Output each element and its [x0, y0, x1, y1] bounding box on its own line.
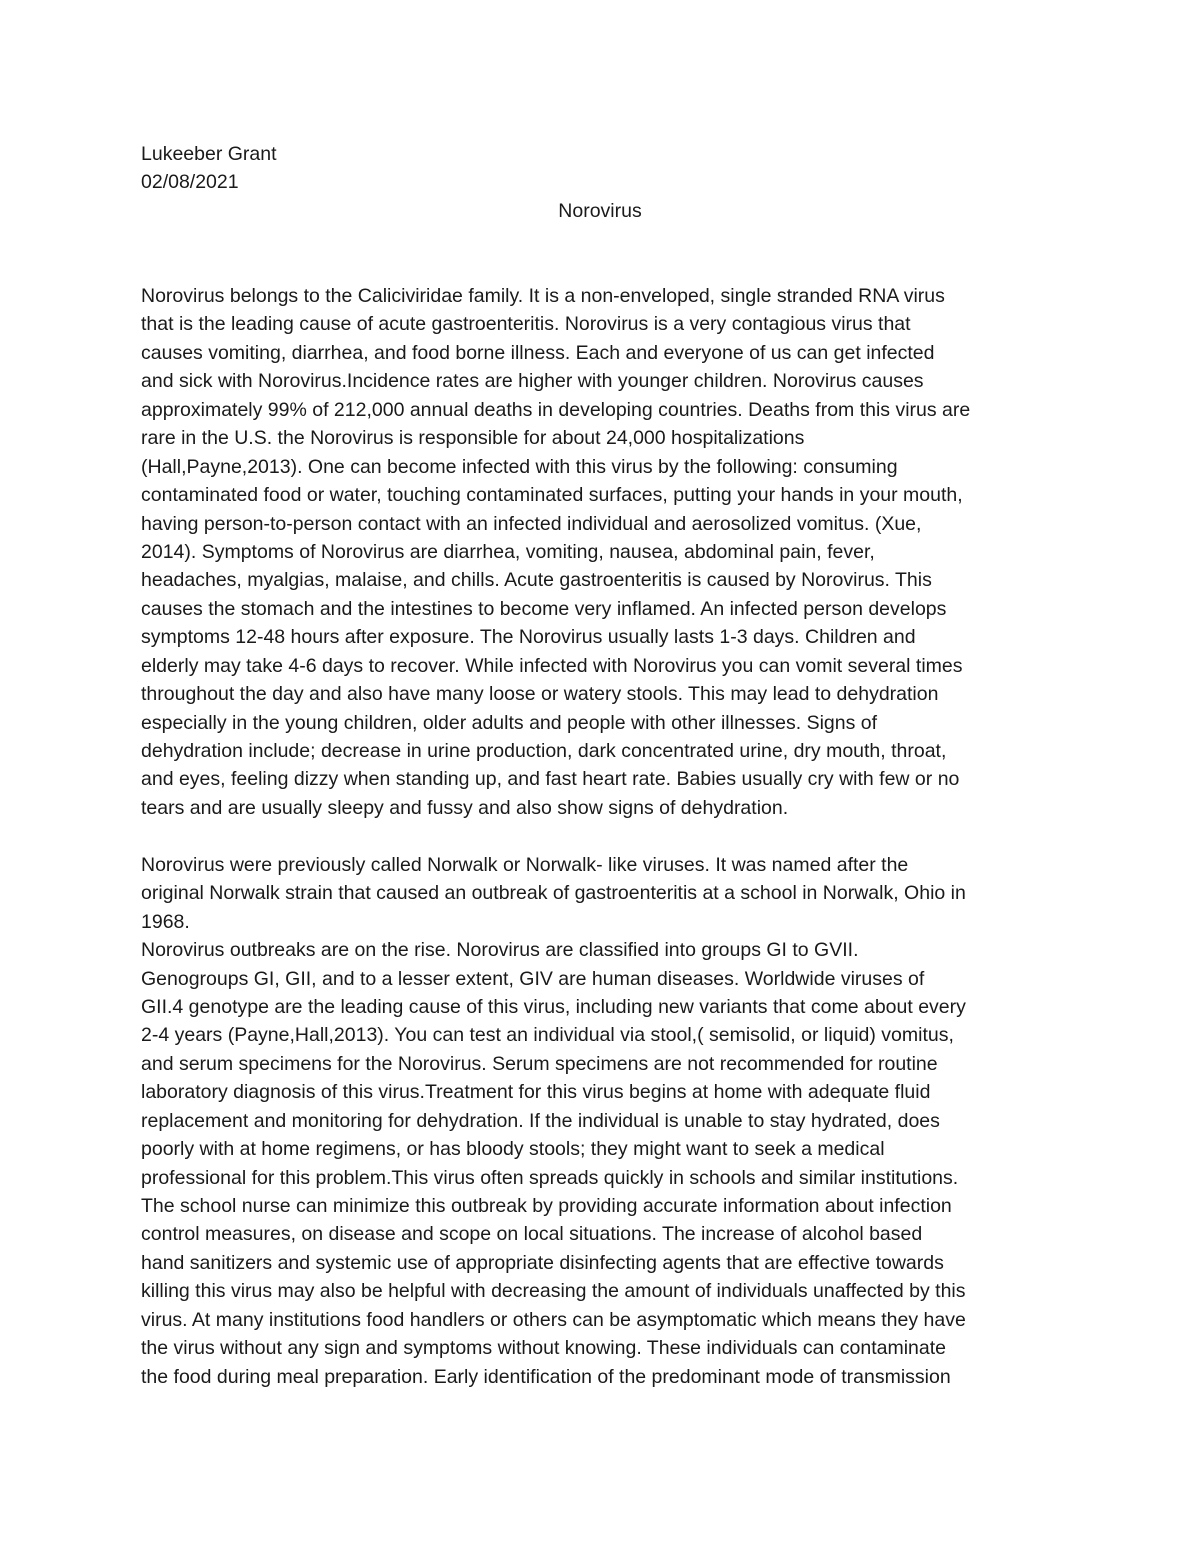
text-line: poorly with at home regimens, or has bloody stools; they might want to seek a medical	[141, 1138, 885, 1161]
text-line: The school nurse can minimize this outbreak by providing accurate information about infection	[141, 1195, 952, 1217]
text-line: headaches, myalgias, malaise, and chills. Acute gastroenteritis is caused by Norovirus. This	[141, 569, 932, 592]
text-line: having person-to-person contact with an infected individual and aerosolized vomitus. (Xue,	[141, 512, 922, 535]
author-name: Lukeeber Grant	[141, 143, 277, 165]
document-body	[141, 282, 1071, 1391]
text-line: and sick with Norovirus.Incidence rates are higher with younger children. Norovirus causes	[141, 370, 924, 393]
paragraph-1	[141, 282, 1071, 822]
document-title: Norovirus	[558, 200, 642, 222]
paragraph-spacer	[141, 822, 1071, 850]
text-line: elderly may take 4-6 days to recover. While infected with Norovirus you can vomit several times	[141, 654, 963, 677]
text-line: laboratory diagnosis of this virus.Treatment for this virus begins at home with adequate fluid	[141, 1081, 931, 1104]
text-line: the food during meal preparation. Early identification of the predominant mode of transmission	[141, 1365, 951, 1388]
text-line: symptoms 12-48 hours after exposure. The Norovirus usually lasts 1-3 days. Children and	[141, 626, 916, 649]
text-line: approximately 99% of 212,000 annual deaths in developing countries. Deaths from this virus are	[141, 398, 971, 421]
text-line: tears and are usually sleepy and fussy and also show signs of dehydration.	[141, 796, 789, 819]
text-line: and eyes, feeling dizzy when standing up, and fast heart rate. Babies usually cry with few or no	[141, 768, 960, 791]
text-line: 1968.	[141, 910, 190, 933]
text-line: hand sanitizers and systemic use of appropriate disinfecting agents that are effective towards	[141, 1251, 944, 1274]
text-line: Genogroups GI, GII, and to a lesser extent, GIV are human diseases. Worldwide viruses of	[141, 967, 925, 990]
text-line: throughout the day and also have many loose or watery stools. This may lead to dehydration	[141, 683, 939, 706]
text-line: virus. At many institutions food handlers or others can be asymptomatic which means they have	[141, 1308, 966, 1331]
text-line: that is the leading cause of acute gastroenteritis. Norovirus is a very contagious virus that	[141, 313, 911, 336]
text-line: the virus without any sign and symptoms without knowing. These individuals can contaminate	[141, 1337, 946, 1360]
document-header	[141, 140, 1061, 197]
text-line: causes vomiting, diarrhea, and food borne illness. Each and everyone of us can get infected	[141, 341, 935, 364]
text-line: 2014). Symptoms of Norovirus are diarrhea, vomiting, nausea, abdominal pain, fever,	[141, 540, 875, 563]
text-line: Norovirus belongs to the Caliciviridae family. It is a non-enveloped, single stranded RNA virus	[141, 285, 945, 307]
text-line: Norovirus were previously called Norwalk or Norwalk- like viruses. It was named after the	[141, 853, 909, 876]
text-line: 2-4 years (Payne,Hall,2013). You can test an individual via stool,( semisolid, or liquid) vomitus,	[141, 1024, 954, 1047]
document-date: 02/08/2021	[141, 171, 239, 194]
text-line: Norovirus outbreaks are on the rise. Norovirus are classified into groups GI to GVII.	[141, 939, 859, 962]
text-line: GII.4 genotype are the leading cause of this virus, including new variants that come about every	[141, 995, 966, 1018]
text-line: and serum specimens for the Norovirus. Serum specimens are not recommended for routine	[141, 1052, 938, 1075]
text-line: rare in the U.S. the Norovirus is responsible for about 24,000 hospitalizations	[141, 427, 805, 450]
text-line: dehydration include; decrease in urine production, dark concentrated urine, dry mouth, throat,	[141, 740, 947, 762]
text-line: especially in the young children, older adults and people with other illnesses. Signs of	[141, 711, 878, 734]
paragraph-2	[141, 851, 1071, 936]
text-line: contaminated food or water, touching contaminated surfaces, putting your hands in your mouth,	[141, 484, 963, 507]
text-line: causes the stomach and the intestines to become very inflamed. An infected person develops	[141, 597, 947, 620]
text-line: control measures, on disease and scope on local situations. The increase of alcohol based	[141, 1223, 923, 1246]
text-line: (Hall,Payne,2013). One can become infected with this virus by the following: consuming	[141, 455, 898, 478]
text-line: killing this virus may also be helpful with decreasing the amount of individuals unaffected by this	[141, 1280, 966, 1303]
text-line: original Norwalk strain that caused an outbreak of gastroenteritis at a school in Norwalk, Ohio in	[141, 882, 966, 905]
text-line: professional for this problem.This virus often spreads quickly in schools and similar institutions.	[141, 1166, 959, 1189]
paragraph-3	[141, 936, 1071, 1391]
text-line: replacement and monitoring for dehydration. If the individual is unable to stay hydrated, does	[141, 1109, 940, 1132]
